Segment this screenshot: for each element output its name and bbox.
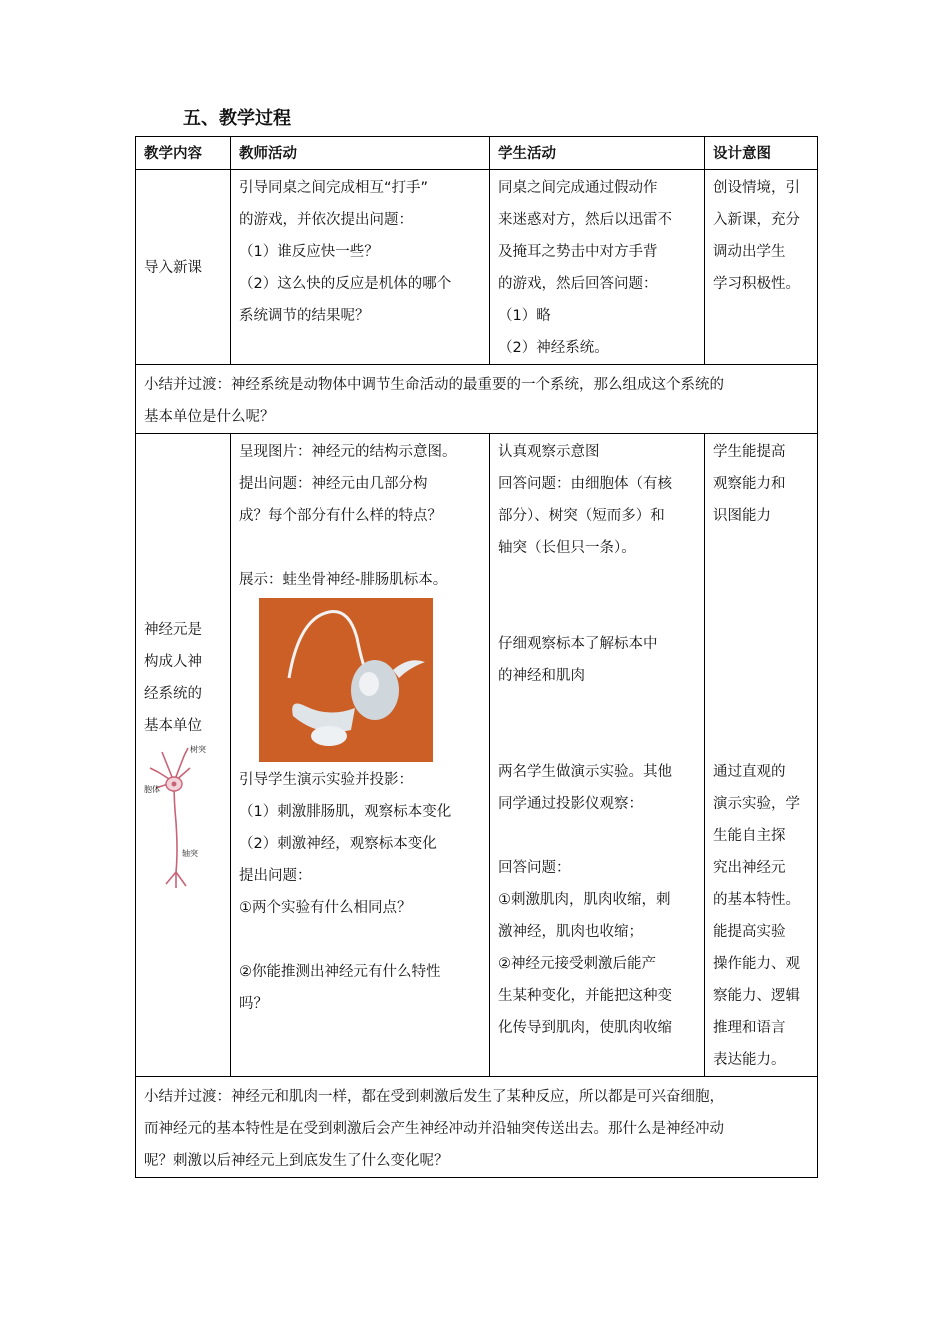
text-line: ②你能推测出神经元有什么特性: [239, 964, 441, 980]
text-line: 学生能提高: [713, 444, 786, 460]
spacer: [713, 628, 809, 660]
text-line: 基本单位是什么呢？: [144, 409, 275, 425]
spacer: [239, 532, 481, 564]
text-line: 构成人神: [144, 654, 202, 670]
text-line: ①两个实验有什么相同点？: [239, 900, 412, 916]
text-line: （1）略: [498, 308, 551, 324]
row2-intent: [705, 434, 818, 1077]
text-line: 引导同桌之间完成相互“打手”: [239, 180, 429, 196]
header-content: 教学内容: [136, 137, 231, 170]
row2-teacher: [231, 434, 490, 1077]
text-line: 察能力、逻辑: [713, 988, 800, 1004]
text-line: 吗？: [239, 996, 268, 1012]
text-line: 引导学生演示实验并投影：: [239, 772, 413, 788]
table-row: [136, 170, 818, 365]
text-line: 创设情境，引: [713, 180, 800, 196]
text-line: 仔细观察标本了解标本中: [498, 636, 658, 652]
text-line: 小结并过渡：神经元和肌肉一样，都在受到刺激后发生了某种反应，所以都是可兴奋细胞，: [144, 1089, 724, 1105]
text-line: 而神经元的基本特性是在受到刺激后会产生神经冲动并沿轴突传送出去。那什么是神经冲动: [144, 1121, 724, 1137]
row1-content: 导入新课: [136, 170, 231, 365]
text-line: 识图能力: [713, 508, 771, 524]
text-line: 成？每个部分有什么样的特点？: [239, 508, 442, 524]
text-line: 操作能力、观: [713, 956, 800, 972]
summary2-cell: [136, 1077, 818, 1178]
header-teacher: 教师活动: [231, 137, 490, 170]
table-row: [136, 434, 818, 1077]
row2-student: [490, 434, 705, 1077]
text-line: 呢？刺激以后神经元上到底发生了什么变化呢？: [144, 1153, 449, 1169]
spacer: [713, 564, 809, 596]
text-line: 展示：蛙坐骨神经-腓肠肌标本。: [239, 572, 448, 588]
neuron-diagram: [144, 742, 224, 892]
text-line: （2）神经系统。: [498, 340, 609, 356]
teaching-process-table: [135, 136, 818, 1178]
text-line: 的游戏，然后回答问题：: [498, 276, 658, 292]
text-line: 能提高实验: [713, 924, 786, 940]
text-line: 系统调节的结果呢？: [239, 308, 370, 324]
axon-label: 轴突: [182, 849, 198, 858]
row1-student: [490, 170, 705, 365]
text-line: 小结并过渡：神经系统是动物体中调节生命活动的最重要的一个系统，那么组成这个系统的: [144, 377, 724, 393]
text-line: 观察能力和: [713, 476, 786, 492]
header-student: 学生活动: [490, 137, 705, 170]
text-line: 学习积极性。: [713, 276, 800, 292]
spacer: [498, 692, 696, 724]
text-line: 生某种变化，并能把这种变: [498, 988, 672, 1004]
text-line: 同学通过投影仪观察：: [498, 796, 643, 812]
table-row-summary1: [136, 365, 818, 434]
spacer: [713, 692, 809, 724]
text-line: （2）这么快的反应是机体的哪个: [239, 276, 452, 292]
table-row-summary2: [136, 1077, 818, 1178]
text-line: 的游戏，并依次提出问题：: [239, 212, 413, 228]
spacer: [713, 724, 809, 756]
text-line: （2）刺激神经，观察标本变化: [239, 836, 437, 852]
spacer: [498, 820, 696, 852]
table-header-row: [136, 137, 818, 170]
text-line: ②神经元接受刺激后能产: [498, 956, 656, 972]
text-line: 表达能力。: [713, 1052, 786, 1068]
text-line: 的基本特性。: [713, 892, 800, 908]
text-line: 推理和语言: [713, 1020, 786, 1036]
text-line: 回答问题：由细胞体（有核: [498, 476, 672, 492]
text-line: 生能自主探: [713, 828, 786, 844]
text-line: 基本单位: [144, 718, 202, 734]
section-heading: 五、教学过程: [183, 108, 291, 129]
text-line: 调动出学生: [713, 244, 786, 260]
text-line: 通过直观的: [713, 764, 786, 780]
text-line: 神经元是: [144, 622, 202, 638]
row1-intent: [705, 170, 818, 365]
text-line: 的神经和肌肉: [498, 668, 585, 684]
text-line: 轴突（长但只一条）。: [498, 540, 636, 556]
text-line: 回答问题：: [498, 860, 571, 876]
text-line: 提出问题：神经元由几部分构: [239, 476, 428, 492]
spacer: [498, 724, 696, 756]
text-line: 化传导到肌肉，使肌肉收缩: [498, 1020, 672, 1036]
spacer: [239, 924, 481, 956]
text-line: 及掩耳之势击中对方手背: [498, 244, 658, 260]
spacer: [498, 564, 696, 596]
row1-teacher: [231, 170, 490, 365]
spacer: [713, 532, 809, 564]
soma-label: 胞体: [144, 785, 160, 794]
text-line: 激神经，肌肉也收缩；: [498, 924, 643, 940]
row2-content: [136, 434, 231, 1077]
text-line: 究出神经元: [713, 860, 786, 876]
text-line: （1）谁反应快一些？: [239, 244, 379, 260]
summary1-cell: [136, 365, 818, 434]
text-line: 部分）、树突（短而多）和: [498, 508, 665, 524]
text-line: ①刺激肌肉，肌肉收缩，刺: [498, 892, 671, 908]
text-line: 演示实验，学: [713, 796, 800, 812]
text-line: 经系统的: [144, 686, 202, 702]
specimen-photo: [259, 598, 433, 762]
text-line: 同桌之间完成通过假动作: [498, 180, 658, 196]
text-line: 两名学生做演示实验。其他: [498, 764, 672, 780]
text-line: （1）刺激腓肠肌，观察标本变化: [239, 804, 452, 820]
text-line: 认真观察示意图: [498, 444, 600, 460]
text-line: 呈现图片：神经元的结构示意图。: [239, 444, 457, 460]
text-line: 来迷惑对方，然后以迅雷不: [498, 212, 672, 228]
dendrite-label: 树突: [190, 745, 206, 754]
text-line: 入新课，充分: [713, 212, 800, 228]
spacer: [713, 660, 809, 692]
spacer: [498, 596, 696, 628]
spacer: [713, 596, 809, 628]
header-intent: 设计意图: [705, 137, 818, 170]
text-line: 提出问题：: [239, 868, 312, 884]
